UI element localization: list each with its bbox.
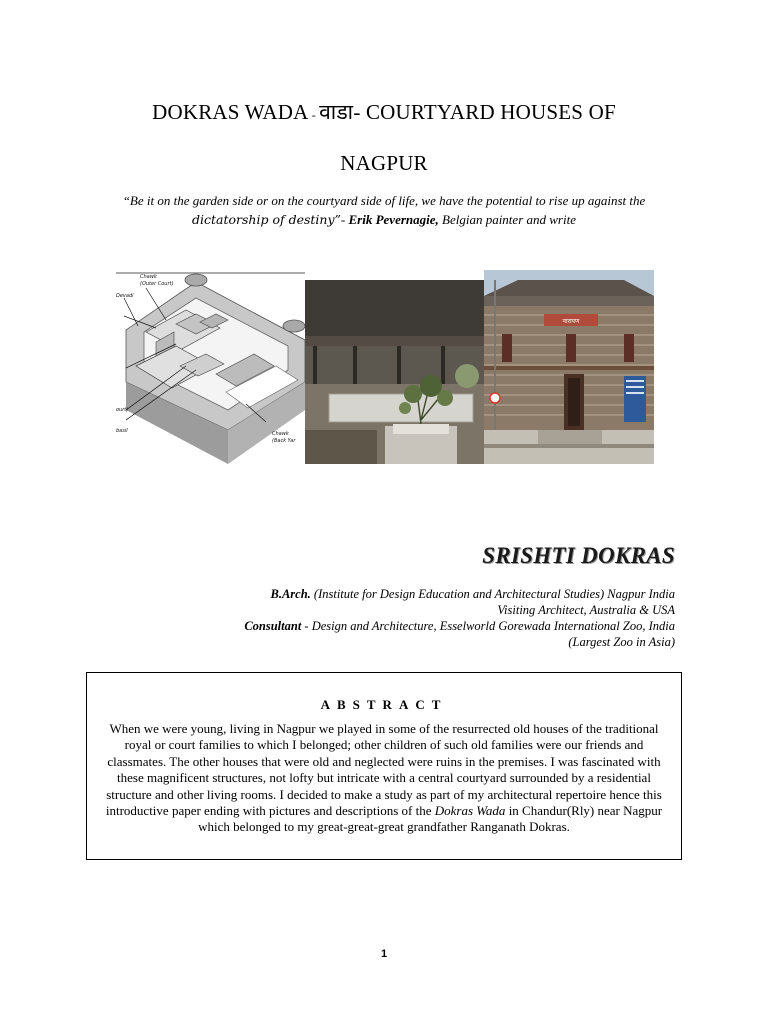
figure-strip	[116, 270, 654, 464]
abstract-heading: ABSTRACT	[320, 697, 448, 712]
affiliation-visiting-line: Visiting Architect, Australia & USA	[497, 603, 675, 617]
label-basil: basil	[116, 428, 128, 434]
quote-author: Erik Pevernagie,	[348, 212, 439, 227]
author-affiliations	[115, 586, 675, 650]
title-line-2: NAGPUR	[340, 151, 428, 175]
consultant-label: Consultant	[244, 619, 302, 633]
abstract-text-b: in Chandur(Rly) near Nagpur which belonged to my great-great-great grandfather Ranganath Dokras.	[198, 803, 663, 835]
label-back-yard: (Back Yar	[272, 438, 296, 444]
signboard-text: नारायण	[562, 318, 580, 325]
title-line-1	[0, 88, 768, 139]
title-text-part1: DOKRAS WADA	[152, 100, 309, 124]
quote-text-a: “Be it on the garden side or on the courtyard side of life, we have the potential to rise up against the	[122, 193, 646, 208]
affiliation-zoo-note: (Largest Zoo in Asia)	[568, 635, 675, 649]
quote-author-role: Belgian painter and write	[438, 212, 576, 227]
abstract-body	[101, 721, 667, 836]
label-court: ourt)	[116, 407, 129, 413]
author-name: SRISHTI DOKRAS	[482, 543, 675, 568]
label-chawk-back: Chawk	[272, 431, 289, 437]
affiliation-degree-line	[115, 586, 675, 602]
wada-facade-photo	[484, 270, 654, 464]
quote-separator: -	[340, 212, 349, 227]
wada-isometric-diagram	[116, 270, 305, 464]
courtyard-photo	[305, 280, 485, 464]
degree-label: B.Arch.	[270, 587, 311, 601]
title-devanagari: वाडा	[319, 100, 354, 124]
title-dash: -	[308, 108, 320, 122]
quote-text-b: dictatorship of destiny”	[192, 212, 341, 227]
abstract-box	[86, 672, 682, 860]
paper-title	[0, 88, 768, 187]
page-number: 1	[380, 948, 388, 960]
label-outer-court: (Outer Court)	[140, 281, 174, 287]
affiliation-consultant-line	[115, 618, 675, 634]
degree-detail: (Institute for Design Education and Architectural Studies) Nagpur India	[310, 587, 675, 601]
epigraph-quote	[60, 191, 708, 229]
label-chawk-outer: Chawk	[140, 274, 157, 280]
title-text-part2: - COURTYARD HOUSES OF	[353, 100, 616, 124]
label-devadi: Devadi	[116, 293, 134, 299]
abstract-text-a: When we were young, living in Nagpur we played in some of the resurrected old houses of the traditional royal or court families to which I belonged; other children of such old families were our friends and classmates. The other houses that were old and neglected were ruins in the premises. I was fascinated with these magnificent structures, not lofty but intricate with a central courtyard surrounded by a residential structure and other living rooms. I decided to make a study as part of my architectural repertoire hence this introductive paper ending with pictures and descriptions of the	[105, 721, 662, 819]
consultant-detail: - Design and Architecture, Esselworld Gorewada International Zoo, India	[301, 619, 675, 633]
abstract-italic-term: Dokras Wada	[434, 803, 506, 819]
